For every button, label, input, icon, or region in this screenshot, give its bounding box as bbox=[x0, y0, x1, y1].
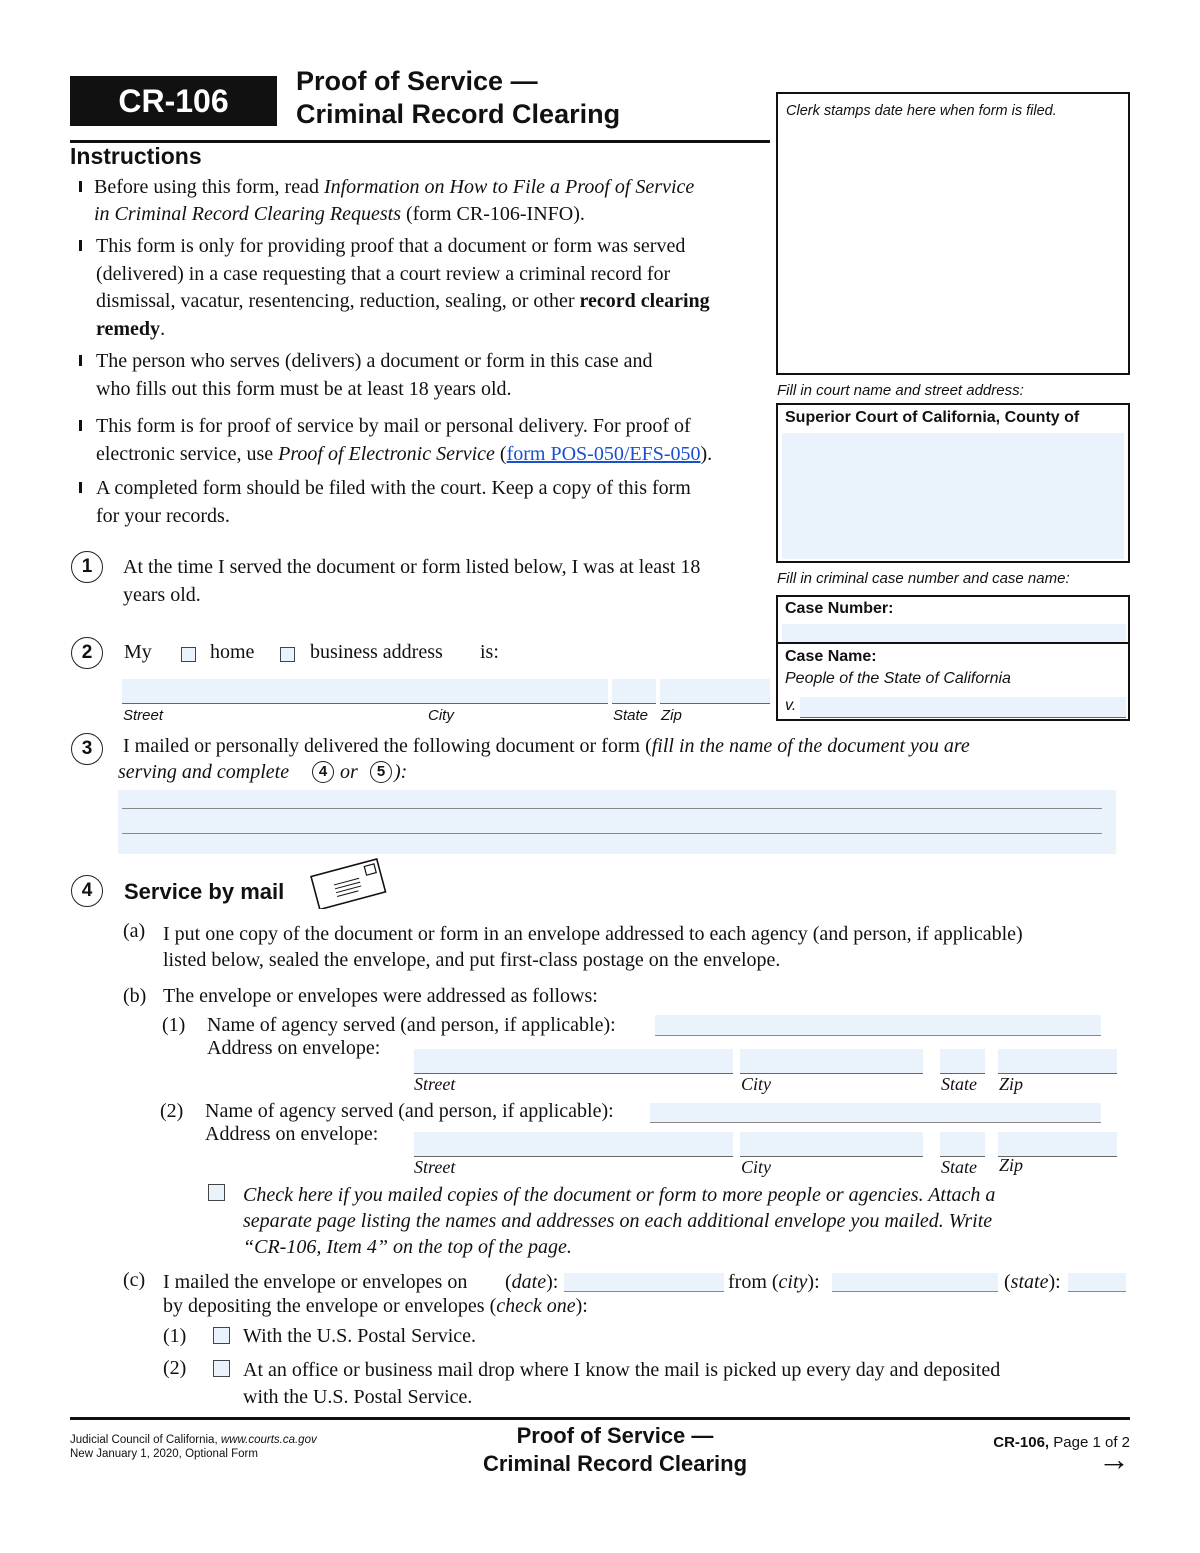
item-4b2-label: (2) bbox=[160, 1100, 184, 1122]
item-4b-label: (b) bbox=[123, 985, 147, 1007]
item-2-city-label: City bbox=[428, 707, 454, 724]
court-hint: Fill in court name and street address: bbox=[777, 382, 1024, 399]
item-4c1-label: (1) bbox=[163, 1325, 187, 1347]
agency-1-name-field[interactable] bbox=[655, 1015, 1101, 1036]
document-line bbox=[122, 808, 1102, 809]
postal-service-checkbox[interactable] bbox=[213, 1327, 230, 1344]
case-box bbox=[776, 595, 1130, 721]
form-id-banner bbox=[70, 76, 277, 126]
case-name-label: Case Name: bbox=[785, 648, 877, 665]
item-2-state-field[interactable] bbox=[612, 679, 656, 704]
agency-1-zip-field[interactable] bbox=[998, 1049, 1117, 1074]
item-4c-city-label: from (city): bbox=[728, 1271, 820, 1293]
agency-2-zip-field[interactable] bbox=[998, 1132, 1117, 1157]
case-defendant-field[interactable] bbox=[800, 697, 1126, 718]
clerk-stamp-label: Clerk stamps date here when form is filed. bbox=[786, 103, 1057, 119]
document-line bbox=[122, 833, 1102, 834]
item-2-number: 2 bbox=[71, 637, 103, 669]
instruction-5: A completed form should be filed with the court. Keep a copy of this form for your records. bbox=[96, 477, 691, 527]
instruction-1: Before using this form, read Information on How to File a Proof of Service in Criminal Record Clearing Requests (form CR-106-INFO). bbox=[94, 176, 695, 225]
agency-2-state-field[interactable] bbox=[940, 1132, 985, 1157]
case-v-label: v. bbox=[785, 697, 797, 714]
home-address-checkbox[interactable] bbox=[181, 647, 196, 662]
item-4b-text: The envelope or envelopes were addressed as follows: bbox=[163, 985, 598, 1007]
more-agencies-checkbox[interactable] bbox=[208, 1184, 225, 1201]
instruction-4: This form is for proof of service by mail or personal delivery. For proof of electronic service, use Proof of Electronic Service (form POS-050/EFS-050). bbox=[96, 415, 713, 465]
more-agencies-text: Check here if you mailed copies of the document or form to more people or agencies. Attach a separate page listing the names and addresses on each additional envelope you mailed. Write “CR-106, Item 4” on the top of the page. bbox=[243, 1184, 996, 1258]
case-hint: Fill in criminal case number and case name: bbox=[777, 570, 1070, 587]
item-4c-state-label: (state): bbox=[1004, 1271, 1061, 1293]
item-2-is: is: bbox=[480, 641, 499, 663]
item-4c-line1: I mailed the envelope or envelopes on bbox=[163, 1271, 468, 1293]
item-3-post: ): bbox=[394, 761, 408, 783]
agency-2-city-field[interactable] bbox=[740, 1132, 923, 1157]
agency-1-street-label: Street bbox=[414, 1074, 456, 1094]
item-5-ref: 5 bbox=[370, 761, 392, 783]
item-4c2-label: (2) bbox=[163, 1357, 187, 1379]
footer-date: New January 1, 2020, Optional Form bbox=[70, 1448, 258, 1460]
item-4a-label: (a) bbox=[123, 920, 146, 942]
footer-council: Judicial Council of California, www.courts.ca.gov bbox=[70, 1434, 317, 1446]
agency-1-zip-label: Zip bbox=[999, 1074, 1024, 1094]
agency-1-state-label: State bbox=[941, 1074, 977, 1094]
instruction-2: This form is only for providing proof that a document or form was served (delivered) in a case requesting that a court review a criminal record for dismissal, vacatur, resentencing, reduction, sealing, or other record clearing remedy. bbox=[96, 235, 710, 340]
court-label: Superior Court of California, County of bbox=[785, 409, 1080, 426]
item-3-line2: serving and complete bbox=[118, 761, 290, 783]
case-name-value: People of the State of California bbox=[785, 670, 1011, 687]
agency-2-state-label: State bbox=[941, 1157, 977, 1177]
item-2-zip-field[interactable] bbox=[660, 679, 770, 704]
document-name-field[interactable] bbox=[118, 790, 1116, 854]
court-box bbox=[776, 403, 1130, 563]
court-name-field[interactable] bbox=[782, 433, 1124, 559]
item-1-text: At the time I served the document or form listed below, I was at least 18 years old. bbox=[123, 556, 701, 606]
item-4a-text: I put one copy of the document or form in an envelope addressed to each agency (and person, if applicable) listed below, sealed the envelope, and put first-class postage on the envelope. bbox=[163, 923, 1023, 971]
item-2-street-field[interactable] bbox=[122, 679, 608, 704]
mail-state-field[interactable] bbox=[1068, 1273, 1126, 1292]
item-2-my: My bbox=[124, 641, 152, 663]
agency-1-street-field[interactable] bbox=[414, 1049, 733, 1074]
item-3-or: or bbox=[340, 761, 358, 783]
item-1-number: 1 bbox=[71, 551, 103, 583]
agency-2-street-field[interactable] bbox=[414, 1132, 733, 1157]
item-4-ref: 4 bbox=[312, 761, 334, 783]
item-4c2-text: At an office or business mail drop where I know the mail is picked up every day and deposited with the U.S. Postal Service. bbox=[243, 1359, 1001, 1408]
item-4c-label: (c) bbox=[123, 1269, 146, 1291]
agency-2-name-field[interactable] bbox=[650, 1103, 1101, 1123]
item-4-number: 4 bbox=[71, 875, 103, 907]
footer-title-2: Criminal Record Clearing bbox=[482, 1451, 748, 1476]
form-title-line2: Criminal Record Clearing bbox=[296, 99, 621, 129]
item-3-line1: I mailed or personally delivered the following document or form (fill in the name of the document you are bbox=[123, 735, 970, 757]
form-id: CR-106 bbox=[118, 83, 229, 119]
instruction-3: The person who serves (delivers) a document or form in this case and who fills out this form must be at least 18 years old. bbox=[96, 350, 653, 400]
item-2-home-label: home bbox=[210, 641, 255, 663]
item-4b1-text: Name of agency served (and person, if applicable): bbox=[207, 1014, 616, 1036]
mail-city-field[interactable] bbox=[832, 1273, 998, 1292]
bullet bbox=[79, 181, 82, 192]
clerk-stamp-box bbox=[776, 92, 1130, 375]
item-4b1-label: (1) bbox=[162, 1014, 186, 1036]
next-page-arrow-icon: → bbox=[1098, 1441, 1130, 1477]
form-title-line1: Proof of Service — bbox=[296, 66, 538, 96]
case-number-field[interactable] bbox=[782, 624, 1126, 642]
instructions-heading: Instructions bbox=[70, 143, 202, 169]
mail-date-field[interactable] bbox=[564, 1273, 724, 1292]
bullet bbox=[79, 482, 82, 493]
item-2-zip-label: Zip bbox=[661, 707, 682, 724]
bullet bbox=[79, 420, 82, 431]
bullet bbox=[79, 240, 82, 251]
footer-page: CR-106, Page 1 of 2 bbox=[993, 1434, 1130, 1451]
item-2-street-label: Street bbox=[123, 707, 164, 724]
item-4c1-text: With the U.S. Postal Service. bbox=[243, 1325, 477, 1347]
agency-2-zip-label: Zip bbox=[999, 1155, 1024, 1175]
item-2-business-label: business address bbox=[310, 641, 443, 663]
case-number-label: Case Number: bbox=[785, 600, 894, 617]
item-2-state-label: State bbox=[613, 707, 649, 724]
footer-rule bbox=[70, 1417, 1130, 1420]
service-by-mail-heading: Service by mail bbox=[124, 879, 285, 904]
agency-1-state-field[interactable] bbox=[940, 1049, 985, 1074]
item-3-number: 3 bbox=[71, 733, 103, 765]
business-address-checkbox[interactable] bbox=[280, 647, 295, 662]
agency-2-street-label: Street bbox=[414, 1157, 456, 1177]
item-4c-date-label: (date): bbox=[505, 1271, 559, 1293]
agency-1-city-label: City bbox=[741, 1074, 771, 1094]
item-4b1-addr-label: Address on envelope: bbox=[207, 1037, 381, 1059]
item-4b2-addr-label: Address on envelope: bbox=[205, 1123, 379, 1145]
pos-050-link[interactable]: form POS-050/EFS-050 bbox=[506, 442, 701, 465]
agency-1-city-field[interactable] bbox=[740, 1049, 923, 1074]
mail-drop-checkbox[interactable] bbox=[213, 1360, 230, 1377]
footer-title-1: Proof of Service — bbox=[516, 1423, 714, 1448]
item-4b2-text: Name of agency served (and person, if applicable): bbox=[205, 1100, 614, 1122]
agency-2-city-label: City bbox=[741, 1157, 771, 1177]
envelope-icon bbox=[308, 857, 390, 909]
item-4c-line2: by depositing the envelope or envelopes (check one): bbox=[163, 1295, 588, 1317]
case-divider bbox=[778, 642, 1128, 644]
bullet bbox=[79, 355, 82, 366]
